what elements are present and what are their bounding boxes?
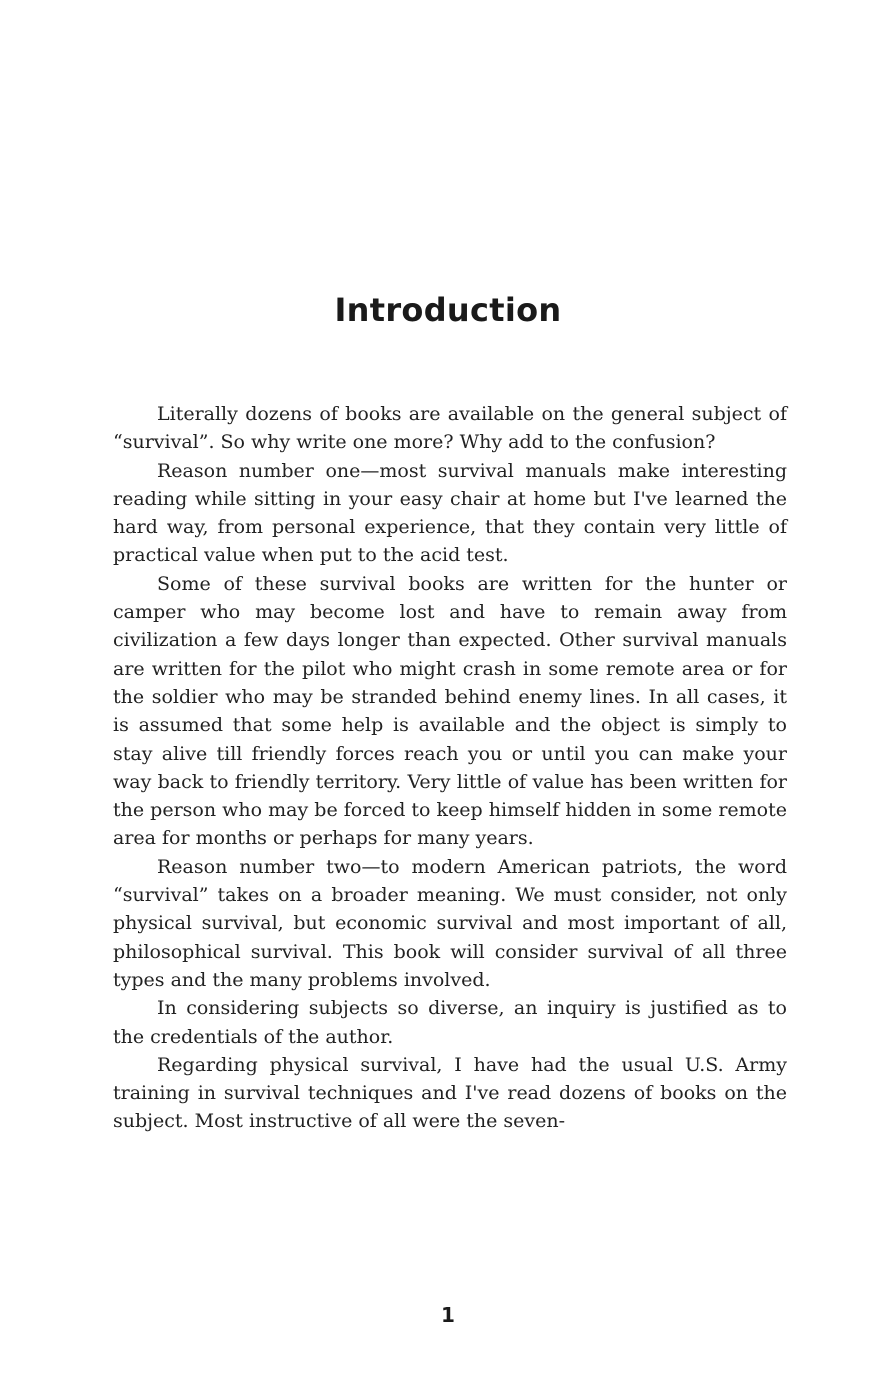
paragraph: Literally dozens of books are available on the general subject of “survival”. So why write one more? Why add to the confusion? <box>113 403 787 454</box>
paragraph: Some of these survival books are written for the hunter or camper who may become lost and have to remain away from civilization a few days longer than expected. Other survival manuals are written for the pilot who might crash in some remote area or for the soldier who may be stranded behind enemy lines. In all cases, it is assumed that some help is available and the object is simply to stay alive till friendly forces reach you or until you can make your way back to friendly territory. Very little of value has been written for the person who may be forced to keep himself hidden in some remote area for months or perhaps for many years. <box>113 572 787 850</box>
paragraph: Reason number one—most survival manuals make interesting reading while sitting in your easy chair at home but I've learned the hard way, from personal experience, that they contain very little of practical value when put to the acid test. <box>113 459 787 567</box>
page-number: 1 <box>441 1303 455 1327</box>
paragraph: In considering subjects so diverse, an inquiry is justified as to the credentials of the author. <box>113 997 787 1048</box>
paragraph: Regarding physical survival, I have had the usual U.S. Army training in survival techniques and I've read dozens of books on the subject. Most instructive of all were the seven- <box>113 1053 787 1133</box>
chapter-title: Introduction <box>334 291 562 329</box>
body-text <box>113 400 787 1136</box>
paragraph: Reason number two—to modern American patriots, the word “survival” takes on a broader meaning. We must consider, not only physical survival, but economic survival and most important of all, philosophical survival. This book will consider survival of all three types and the many problems involved. <box>113 855 787 991</box>
